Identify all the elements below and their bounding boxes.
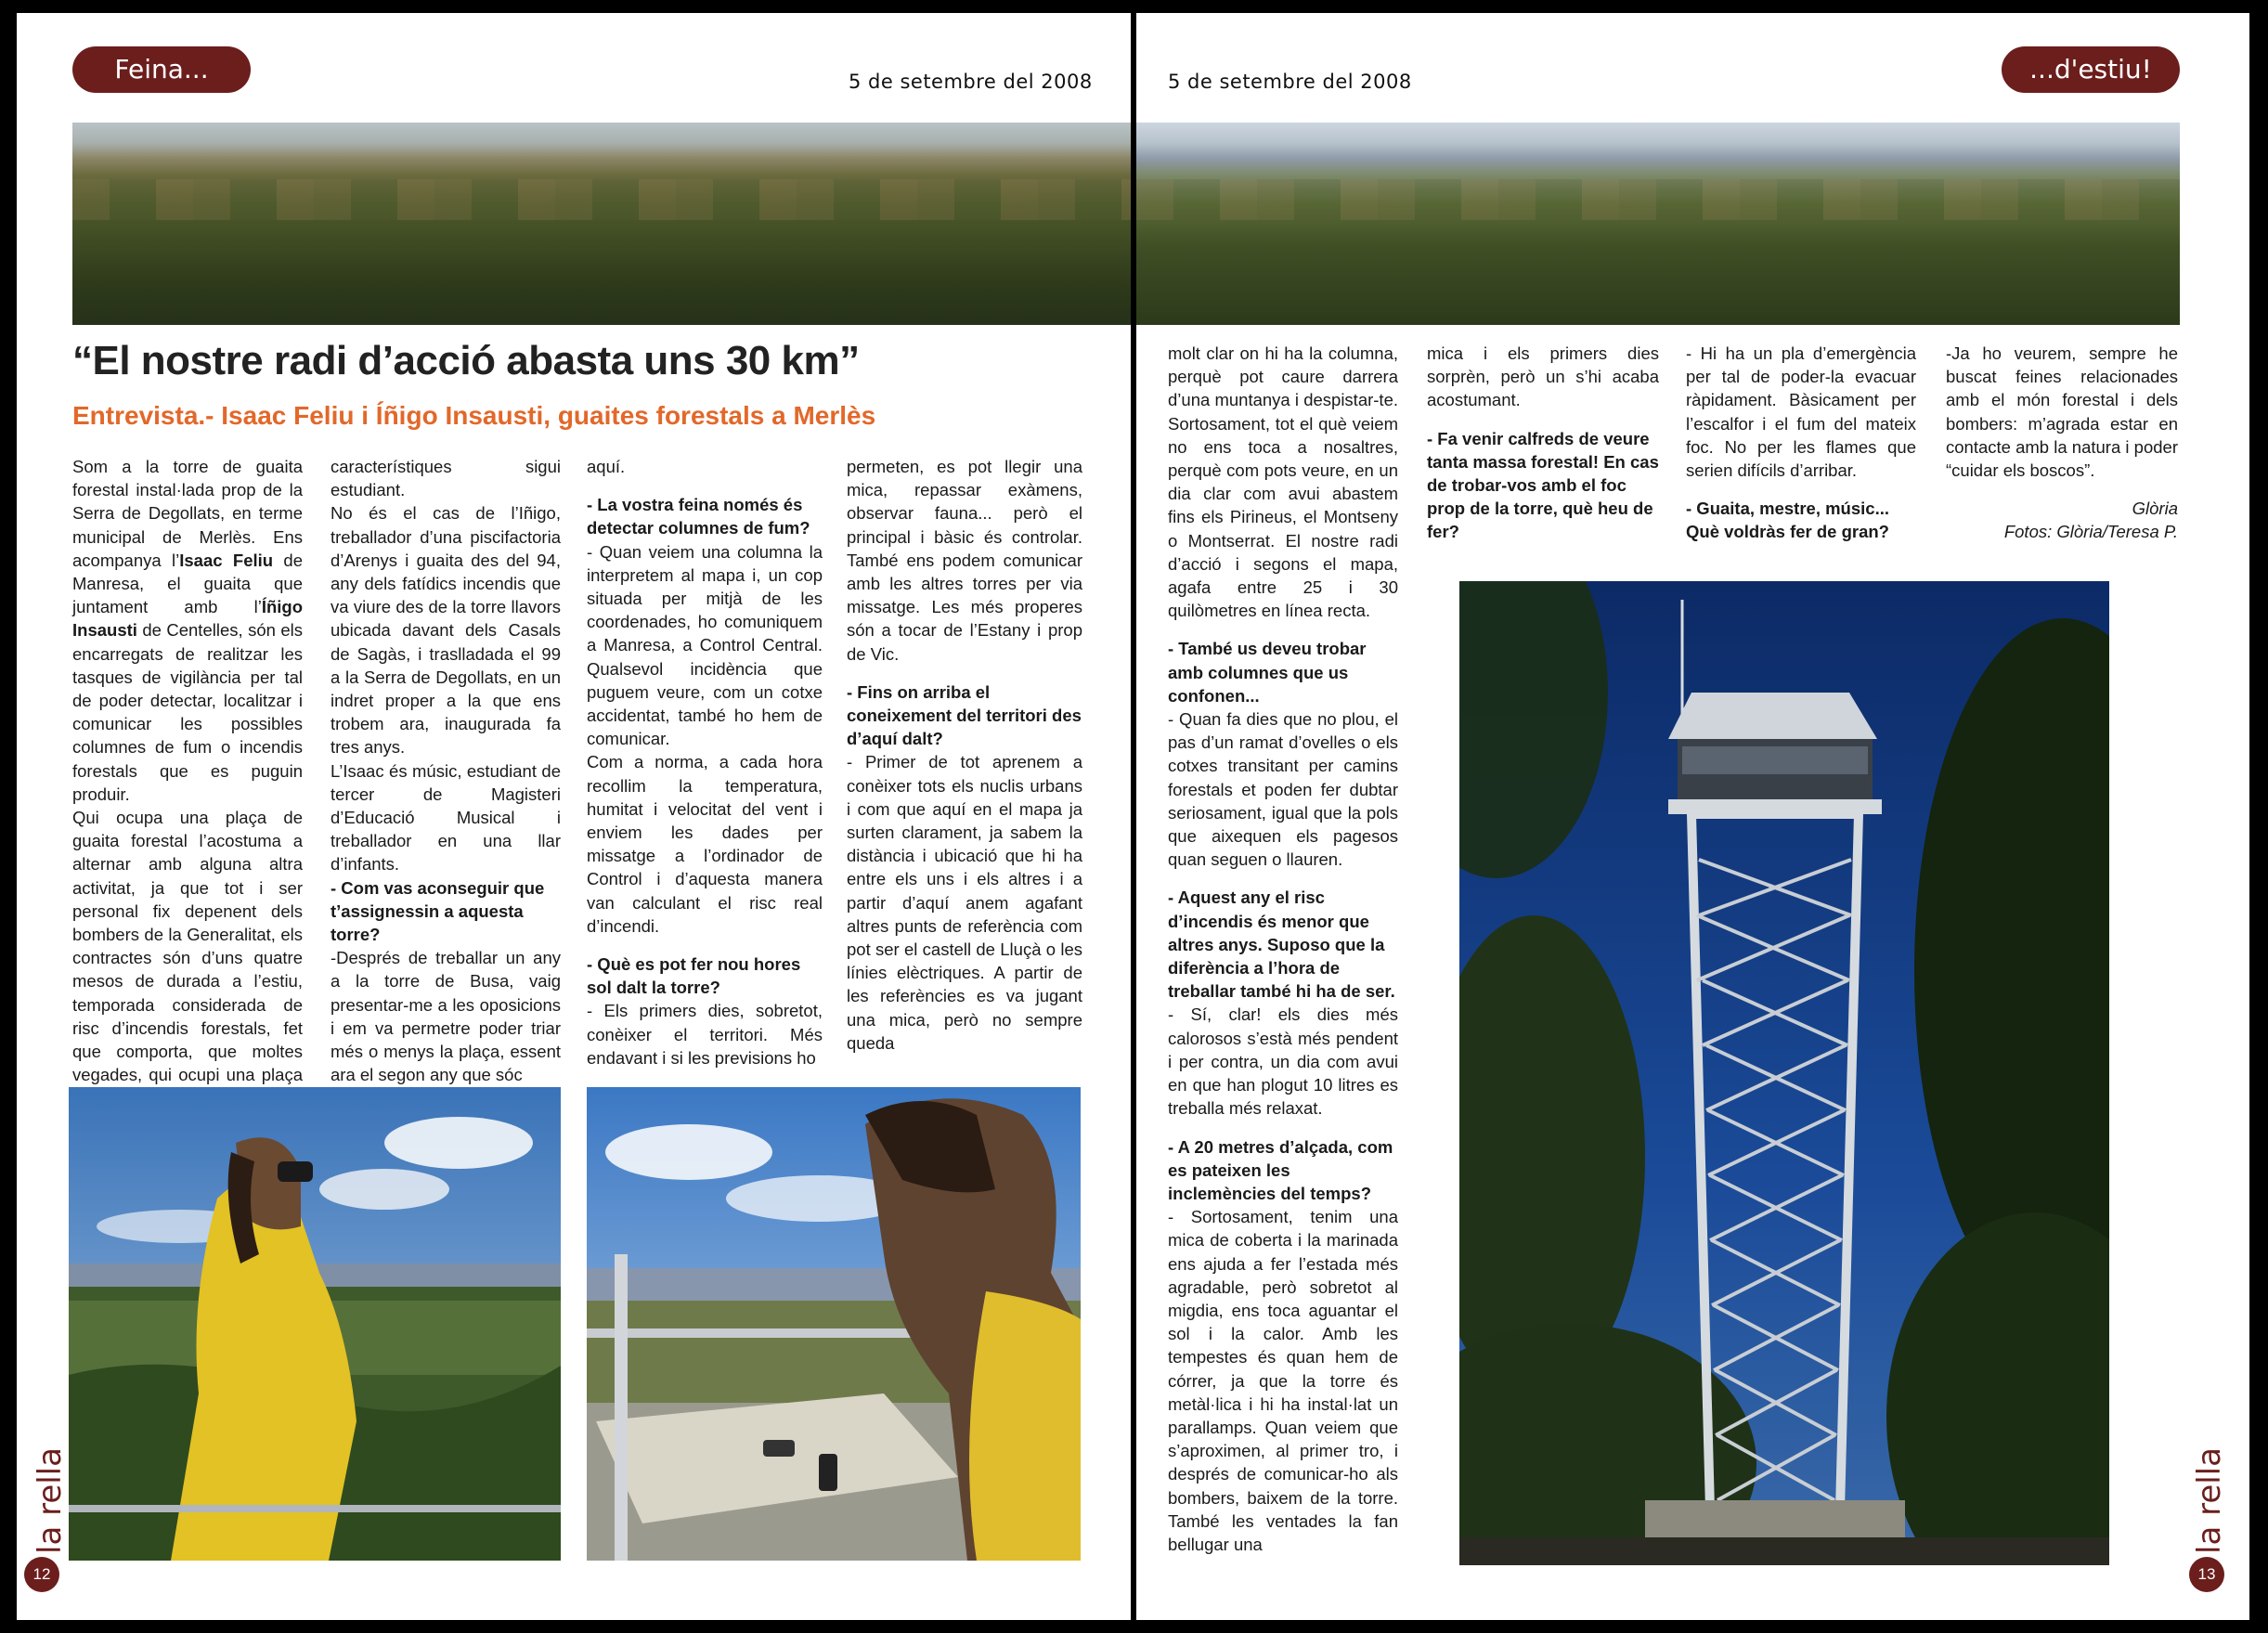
paragraph: Qui ocupa una plaça de guaita forestal l’acostuma a alternar amb alguna altra activitat, ja que tot i ser personal fix depenent dels bombers de la Generalitat, els contractes són d’uns quatre mesos de durada a l’estiu, temporada considerada de risc d’incendis forestals, fet que comporta, que moltes vegades, qui ocupi una plaça [72,808,303,1085]
answer: - Sortosament, tenim una mica de coberta i la marinada ens ajuda a fer l’estada més agradable, però sobretot al migdia, ens toca aguantar el sol i la calor. Amb les tempestes és quan hem de córrer, ja que la torre és metàl·lica i hi ha instal·lat un parallamps. Quan veiem que s’aproximen, al primer tro, i després de comunicar-ho als bombers, baixem de la torre. També les ventades la fan bellugar una [1168,1207,1398,1554]
page-number-left: 12 [24,1557,59,1592]
text: de Centelles, són els encarregats de realitzar les tasques de vigilància per tal de poder detectar, localitzar i comunicar les possibles columnes de fum o incendis forestals que es puguin produir. [72,620,303,804]
question: - Guaita, mestre, músic... Què voldràs fer de gran? [1686,499,1889,542]
answer: - Quan fa dies que no plou, el pas d’un ramat d’ovelles o els cotxes transitant per camins forestals et poden fer dubtar seriosament, igual que la pols que aixequen els pagesos quan seguen o llauren. [1168,709,1398,870]
column-8 [1946,342,2178,544]
question: - A 20 metres d’alçada, com es pateixen les inclemències del temps? [1168,1136,1393,1203]
text: Som a la torre de guaita forestal instal·lada prop de la Serra de Degollats, en terme municipal de Merlès. Ens acompanya l’ [72,457,303,570]
logo-la-rella-left: la rella [32,1447,69,1554]
paragraph: -Ja ho veurem, sempre he buscat feines relacionades amb el món forestal i dels bombers: m’agrada estar en contacte amb la natura i poder “cuidar els boscos”. [1946,343,2178,481]
question: - Fa venir calfreds de veure tanta massa forestal! En cas de trobar-vos amb el foc prop de la torre, què heu de fer? [1427,428,1659,542]
question: - Què es pot fer nou hores sol dalt la torre? [587,954,801,998]
photo-guard-binoculars [69,1087,561,1561]
question: - Com vas aconseguir que t’assignessin a aquesta torre? [330,877,545,945]
photo-watch-tower [1459,581,2109,1565]
page-number-right: 13 [2189,1557,2224,1592]
right-page [1136,13,2249,1620]
paragraph: permeten, es pot llegir una mica, repassar exàmens, observar fauna... però el principal i bàsic és controlar. També ens podem comunicar amb les altres torres per via missatge. Les més properes són a tocar de l’Estany i prop de Vic. [847,457,1082,664]
paragraph: No és el cas de l’Iñigo, treballador d’una piscifactoria d’Arenys i guaita des del 94, any dels fatídics incendis que va viure des de la torre llavors ubicada davant dels Casals de Sagàs, i traslladada el 99 a la Serra de Degollats, en un indret proper a la que ens trobem ara, inaugurada fa tres anys. [330,503,561,758]
date-left: 5 de setembre del 2008 [849,71,1093,93]
column-5 [1168,342,1398,1556]
answer: -Després de treballar un any a la torre de Busa, vaig presentar-me a les oposicions i em va permetre poder triar més o menys la plaça, essent ara el segon any que sóc [330,948,561,1085]
answer: - Quan veiem una columna la interpretem al mapa i, un cop situada per mitjà de les coordenades, ho comuniquem a Manresa, a Control Central. Qualsevol incidència que puguem veure, com un cotxe accidentat, també ho hem de comunicar. [587,541,823,749]
answer: - Primer de tot aprenem a conèixer tots els nuclis urbans i com que aquí en el mapa ja surten clarament, ja sabem la distància i ubicació que hi ha entre els uns i els altres i a partir d’aquí anem agafant altres punts de referència com pot ser el castell de Lluçà o les línies elèctriques. A partir de les referències es va jugant una mica, però no sempre queda [847,752,1082,1053]
column-3 [587,455,823,1069]
text: de Manresa, el guaita que juntament amb l’ [72,550,303,617]
column-2 [330,455,561,1086]
paragraph: mica i els primers dies sorprèn, però un s’hi acaba acostumant. [1427,343,1659,410]
panorama-photo-left [72,123,1131,325]
paragraph: Com a norma, a cada hora recollim la temperatura, humitat i velocitat del vent i enviem les dades per missatge a l’ordinador de Control i d’aquesta manera van calculant el risc real d’incendi. [587,752,823,936]
paragraph: L’Isaac és músic, estudiant de tercer de Magisteri d’Educació Musical i treballador en una llar d’infants. [330,760,561,875]
paragraph: aquí. [587,457,626,476]
section-tab-feina: Feina... [72,46,251,93]
name-inigo: Íñigo Insausti [72,597,303,641]
column-1 [72,455,303,1110]
subtitle: Entrevista.- Isaac Feliu i Íñigo Insausti, guaites forestals a Merlès [72,401,876,430]
photo-illustration [587,1087,1081,1561]
paragraph: - Hi ha un pla d’emergència per tal de poder-la evacuar ràpidament. Bàsicament per l’escalfor i el fum del mateix foc. No per les flames que serien difícils d’arribar. [1686,343,1916,481]
column-6 [1427,342,1659,544]
question: - Aquest any el risc d’incendis és menor que altres anys. Suposo que la diferència a l’hora de treballar també hi ha de ser. [1168,888,1395,1002]
question: - Fins on arriba el coneixement del territori des d’aquí dalt? [847,681,1082,749]
paragraph: característiques sigui estudiant. [330,457,561,500]
photo-credits: Fotos: Glòria/Teresa P. [2003,522,2178,542]
question: - La vostra feina només és detectar columnes de fum? [587,495,810,538]
logo-la-rella-right: la rella [2191,1447,2228,1554]
answer: - Sí, clar! els dies més calorosos s’està més pendent i per contra, un dia com avui en que han plogut 10 litres es treballa més relaxat. [1168,1004,1398,1119]
column-4 [847,455,1082,1055]
photo-illustration [1459,581,2109,1565]
headline: “El nostre radi d’acció abasta uns 30 km” [72,338,860,383]
paragraph: molt clar on hi ha la columna, perquè pot caure darrera d’una muntanya i despistar-te. Sortosament, tot el què veiem no ens toca a nosaltres, perquè com pots veure, en un dia clar com avui abastem fins els Pirineus, el Montseny o Montserrat. El nostre radi d’acció i segons el mapa, agafa entre 25 i 30 quilòmetres en línea recta. [1168,343,1398,621]
section-tab-destiu: ...d'estiu! [2002,46,2180,93]
answer: - Els primers dies, sobretot, conèixer el territori. Més endavant i si les previsions ho [587,1001,823,1068]
date-right: 5 de setembre del 2008 [1168,71,1412,93]
left-page [17,13,1131,1620]
name-isaac: Isaac Feliu [179,550,274,570]
paragraph [72,455,303,806]
author: Glòria [2132,499,2178,519]
photo-guard-map-table [587,1087,1081,1561]
question: - També us deveu trobar amb columnes que us confonen... [1168,639,1367,706]
column-7 [1686,342,1916,544]
photo-illustration [69,1087,561,1561]
panorama-photo-right [1136,123,2180,325]
